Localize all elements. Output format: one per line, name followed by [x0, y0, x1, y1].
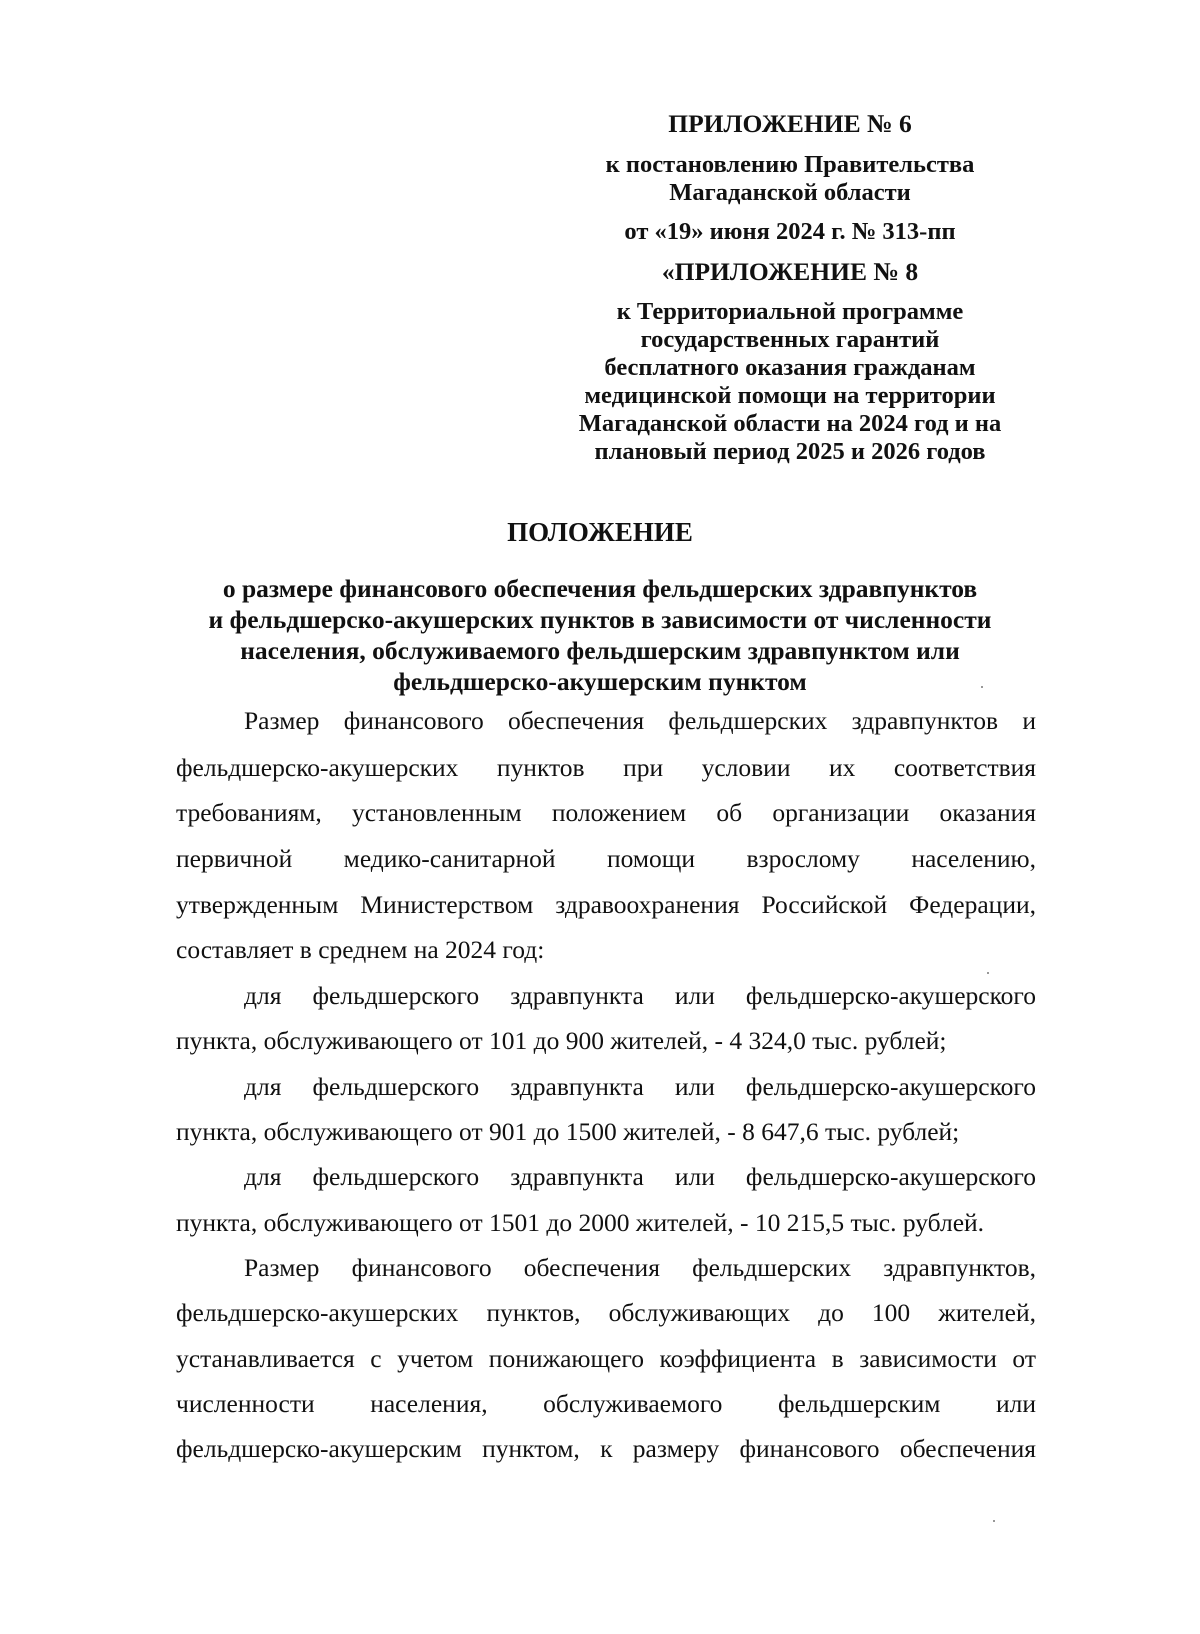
paragraph-1-line: первичной медико-санитарной помощи взрослому населению,: [176, 844, 1036, 873]
appendix-8-header: [560, 257, 1020, 466]
appendix-8-line: медицинской помощи на территории: [584, 382, 996, 409]
paragraph-2-line: Размер финансового обеспечения фельдшерских здравпунктов,: [244, 1253, 1036, 1282]
document-subtitle: [150, 573, 1050, 697]
appendix-6-line: Магаданской области: [669, 179, 911, 206]
scan-speck: [987, 972, 989, 974]
scan-speck: [993, 1520, 995, 1522]
paragraph-2-line: фельдшерско-акушерским пунктом, к размеру финансового обеспечения: [176, 1434, 1036, 1463]
subtitle-line: и фельдшерско-акушерских пунктов в зависимости от численности: [208, 605, 992, 634]
subtitle-line: фельдшерско-акушерским пунктом: [393, 667, 807, 696]
appendix-8-line: государственных гарантий: [640, 326, 940, 353]
subtitle-line: о размере финансового обеспечения фельдшерских здравпунктов: [222, 574, 978, 603]
appendix-6-date-line: от «19» июня 2024 г. № 313-пп: [624, 218, 956, 245]
subtitle-line: населения, обслуживаемого фельдшерским здравпунктом или: [240, 636, 960, 665]
appendix-8-line: Магаданской области на 2024 год и на: [578, 410, 1002, 437]
paragraph-1-line: требованиям, установленным положением об организации оказания: [176, 798, 1036, 827]
paragraph-1-line: составляет в среднем на 2024 год:: [176, 935, 545, 964]
paragraph-2-line: численности населения, обслуживаемого фельдшерским или: [176, 1389, 1036, 1418]
list-item-3-line: для фельдшерского здравпункта или фельдшерско-акушерского: [244, 1162, 1036, 1191]
list-item-1-line: для фельдшерского здравпункта или фельдшерско-акушерского: [244, 981, 1036, 1010]
appendix-6-heading: ПРИЛОЖЕНИЕ № 6: [668, 109, 912, 138]
document-title: ПОЛОЖЕНИЕ: [507, 517, 693, 547]
paragraph-1-line: Размер финансового обеспечения фельдшерских здравпунктов и: [244, 706, 1036, 735]
appendix-6-header: [560, 109, 1020, 246]
list-item-2-line: для фельдшерского здравпункта или фельдшерско-акушерского: [244, 1072, 1036, 1101]
appendix-8-line: бесплатного оказания гражданам: [604, 354, 976, 381]
appendix-8-line: к Территориальной программе: [616, 298, 964, 325]
list-item-2-line: пункта, обслуживающего от 901 до 1500 жителей, - 8 647,6 тыс. рублей;: [176, 1117, 960, 1146]
list-item-3-line: пункта, обслуживающего от 1501 до 2000 жителей, - 10 215,5 тыс. рублей.: [176, 1208, 985, 1237]
appendix-8-line: плановый период 2025 и 2026 годов: [594, 438, 986, 465]
paragraph-2-line: фельдшерско-акушерских пунктов, обслуживающих до 100 жителей,: [176, 1298, 1036, 1327]
appendix-6-line: к постановлению Правительства: [605, 151, 975, 178]
paragraph-1-line: фельдшерско-акушерских пунктов при условии их соответствия: [176, 753, 1036, 782]
paragraph-1-line: утвержденным Министерством здравоохранения Российской Федерации,: [176, 890, 1036, 919]
list-item-1-line: пункта, обслуживающего от 101 до 900 жителей, - 4 324,0 тыс. рублей;: [176, 1026, 947, 1055]
scan-speck: [981, 686, 983, 688]
appendix-8-heading: «ПРИЛОЖЕНИЕ № 8: [661, 257, 919, 286]
paragraph-2-line: устанавливается с учетом понижающего коэффициента в зависимости от: [176, 1344, 1036, 1373]
